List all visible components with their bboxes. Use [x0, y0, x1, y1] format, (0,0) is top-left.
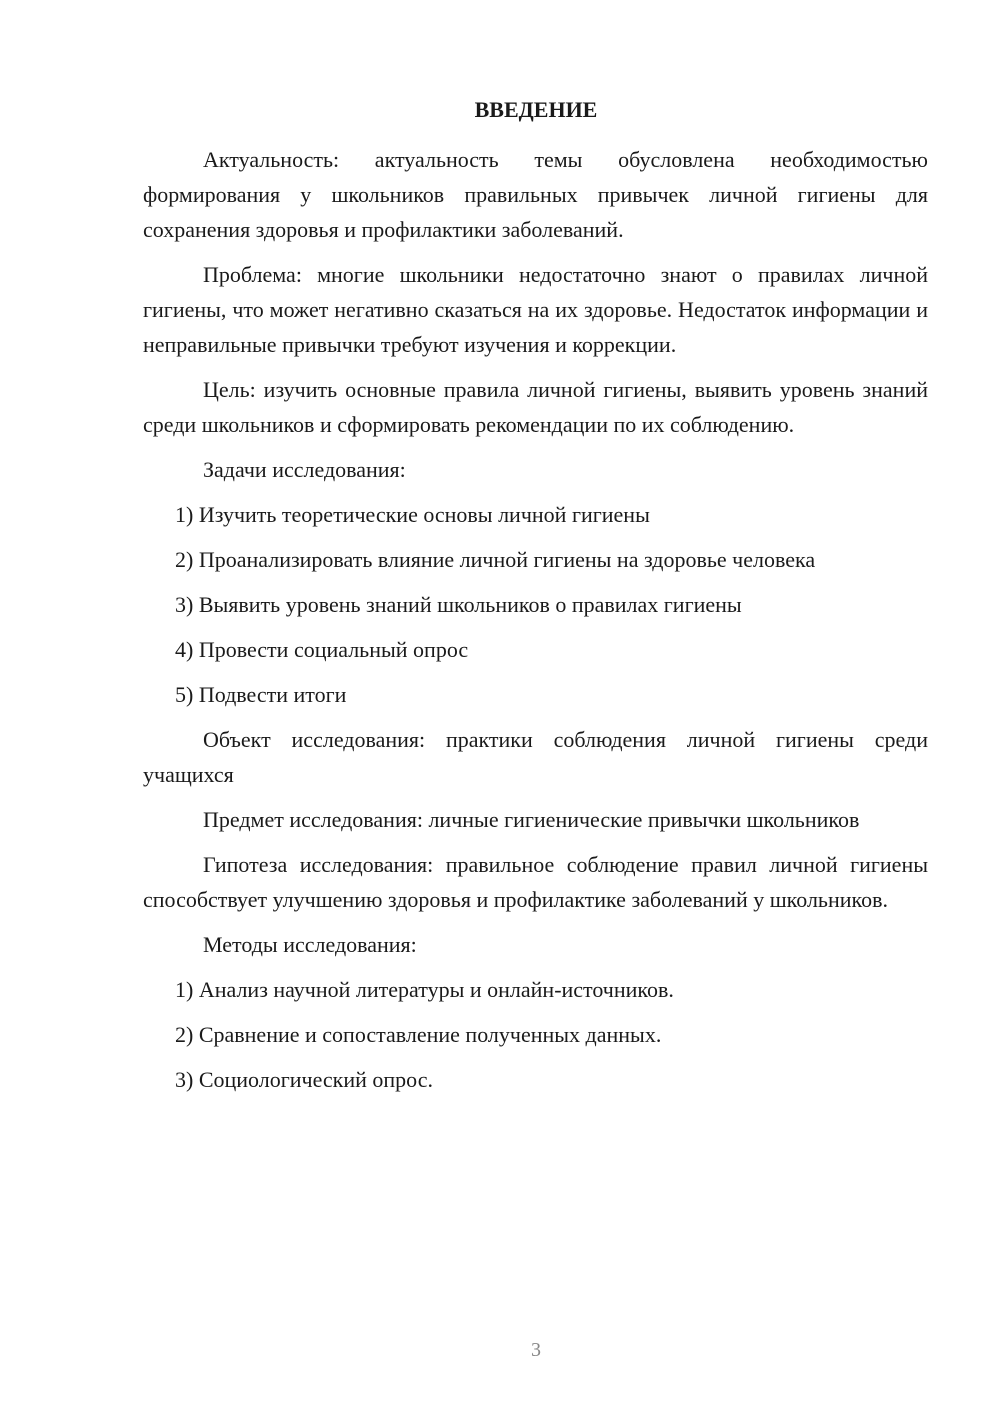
page-title: ВВЕДЕНИЕ [474, 97, 598, 122]
methods-heading: Методы исследования: [203, 932, 417, 957]
paragraph-hypothesis: Гипотеза исследования: правильное соблюдение правил личной гигиены способствует улучшению здоровья и профилактике заболеваний у школьников. [143, 852, 928, 912]
paragraph-subject: Предмет исследования: личные гигиенические привычки школьников [203, 807, 860, 832]
method-item: 2) Сравнение и сопоставление полученных данных. [175, 1022, 662, 1047]
paragraph-goal: Цель: изучить основные правила личной гигиены, выявить уровень знаний среди школьников и сформировать рекомендации по их соблюдению. [143, 377, 928, 437]
task-item: 2) Проанализировать влияние личной гигиены на здоровье человека [175, 547, 816, 572]
method-item: 3) Социологический опрос. [175, 1067, 433, 1092]
paragraph-problem: Проблема: многие школьники недостаточно знают о правилах личной гигиены, что может негативно сказаться на их здоровье. Недостаток информации и неправильные привычки требуют изучения и коррекции. [143, 262, 928, 357]
task-item: 1) Изучить теоретические основы личной гигиены [175, 502, 650, 527]
paragraph-object: Объект исследования: практики соблюдения личной гигиены среди учащихся [143, 727, 928, 787]
tasks-heading: Задачи исследования: [203, 457, 406, 482]
task-item: 5) Подвести итоги [175, 682, 347, 707]
paragraph-relevance: Актуальность: актуальность темы обусловлена необходимостью формирования у школьников правильных привычек личной гигиены для сохранения здоровья и профилактики заболеваний. [143, 147, 928, 242]
document-body [143, 142, 928, 1107]
method-item: 1) Анализ научной литературы и онлайн-источников. [175, 977, 674, 1002]
task-item: 3) Выявить уровень знаний школьников о правилах гигиены [175, 592, 742, 617]
task-item: 4) Провести социальный опрос [175, 637, 469, 662]
page-number: 3 [531, 1339, 541, 1361]
